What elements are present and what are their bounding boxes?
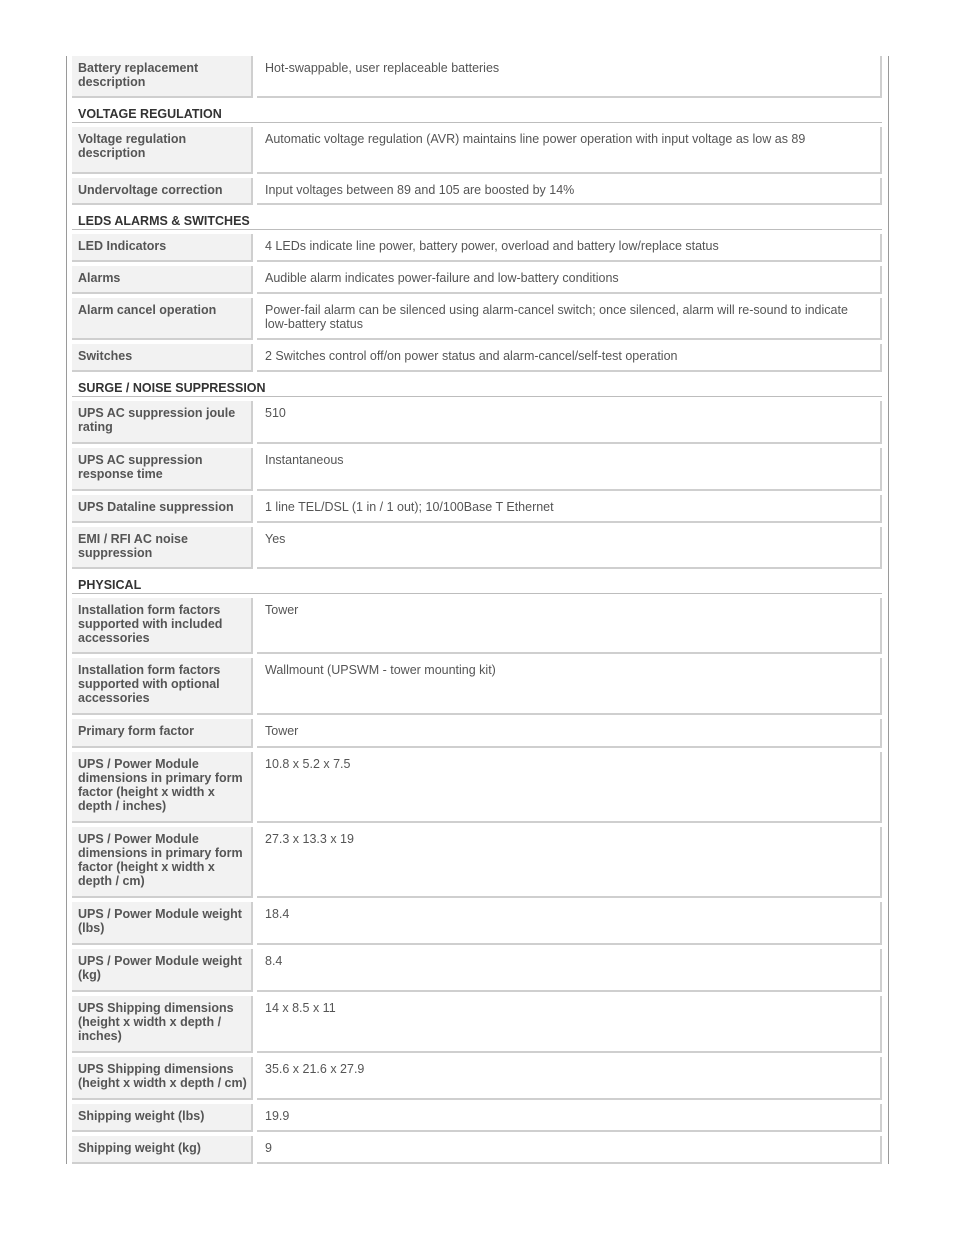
row-label: Undervoltage correction [72,178,253,205]
row-label: UPS Shipping dimensions (height x width x depth / inches) [72,996,253,1053]
row-label: Alarms [72,266,253,294]
row-value: Wallmount (UPSWM - tower mounting kit) [257,658,882,715]
row-value: 510 [257,401,882,444]
table-row [72,344,882,372]
row-value: Yes [257,527,882,569]
row-label: UPS AC suppression joule rating [72,401,253,444]
table-row [72,827,882,898]
row-label: Shipping weight (kg) [72,1136,253,1164]
row-value: Automatic voltage regulation (AVR) maintains line power operation with input voltage as low as 89 [257,127,882,174]
row-label: Battery replacement description [72,56,253,98]
row-label: UPS / Power Module weight (lbs) [72,902,253,945]
row-label: UPS / Power Module dimensions in primary form factor (height x width x depth / cm) [72,827,253,898]
table-row [72,658,882,715]
row-label: Primary form factor [72,719,253,748]
table-row [72,298,882,340]
row-value: Hot-swappable, user replaceable batteries [257,56,882,98]
table-row [72,719,882,748]
row-value: 10.8 x 5.2 x 7.5 [257,752,882,823]
row-label: UPS Shipping dimensions (height x width x depth / cm) [72,1057,253,1100]
row-label: Voltage regulation description [72,127,253,174]
table-row [72,178,882,205]
row-value: Audible alarm indicates power-failure and low-battery conditions [257,266,882,294]
table-row [72,752,882,823]
row-value: 19.9 [257,1104,882,1132]
row-label: Installation form factors supported with optional accessories [72,658,253,715]
table-row [72,1104,882,1132]
table-row [72,527,882,569]
section-heading: SURGE / NOISE SUPPRESSION [72,376,882,397]
table-row [72,495,882,523]
table-row [72,448,882,491]
row-label: Switches [72,344,253,372]
row-label: EMI / RFI AC noise suppression [72,527,253,569]
section-heading: LEDS ALARMS & SWITCHES [72,209,882,230]
table-row [72,996,882,1053]
table-row [72,1057,882,1100]
section-heading: VOLTAGE REGULATION [72,102,882,123]
row-value: 35.6 x 21.6 x 27.9 [257,1057,882,1100]
row-value: Input voltages between 89 and 105 are boosted by 14% [257,178,882,205]
row-label: LED Indicators [72,234,253,262]
row-value: Tower [257,598,882,654]
row-value: Instantaneous [257,448,882,491]
row-value: 2 Switches control off/on power status and alarm-cancel/self-test operation [257,344,882,372]
table-row [72,401,882,444]
row-label: Installation form factors supported with included accessories [72,598,253,654]
row-value: 9 [257,1136,882,1164]
row-value: 18.4 [257,902,882,945]
specifications-table [72,56,882,1168]
table-row [72,234,882,262]
table-row [72,1136,882,1164]
row-value: 4 LEDs indicate line power, battery power, overload and battery low/replace status [257,234,882,262]
row-label: UPS AC suppression response time [72,448,253,491]
section-heading: PHYSICAL [72,573,882,594]
table-row [72,266,882,294]
row-value: 14 x 8.5 x 11 [257,996,882,1053]
table-row [72,598,882,654]
row-label: Shipping weight (lbs) [72,1104,253,1132]
row-value: Tower [257,719,882,748]
row-label: UPS / Power Module dimensions in primary form factor (height x width x depth / inches) [72,752,253,823]
row-label: UPS / Power Module weight (kg) [72,949,253,992]
table-row [72,949,882,992]
row-value: Power-fail alarm can be silenced using alarm-cancel switch; once silenced, alarm will re-sound to indicate low-battery status [257,298,882,340]
row-value: 1 line TEL/DSL (1 in / 1 out); 10/100Base T Ethernet [257,495,882,523]
row-value: 27.3 x 13.3 x 19 [257,827,882,898]
row-label: UPS Dataline suppression [72,495,253,523]
row-value: 8.4 [257,949,882,992]
table-row [72,902,882,945]
table-row [72,56,882,98]
row-label: Alarm cancel operation [72,298,253,340]
table-row [72,127,882,174]
